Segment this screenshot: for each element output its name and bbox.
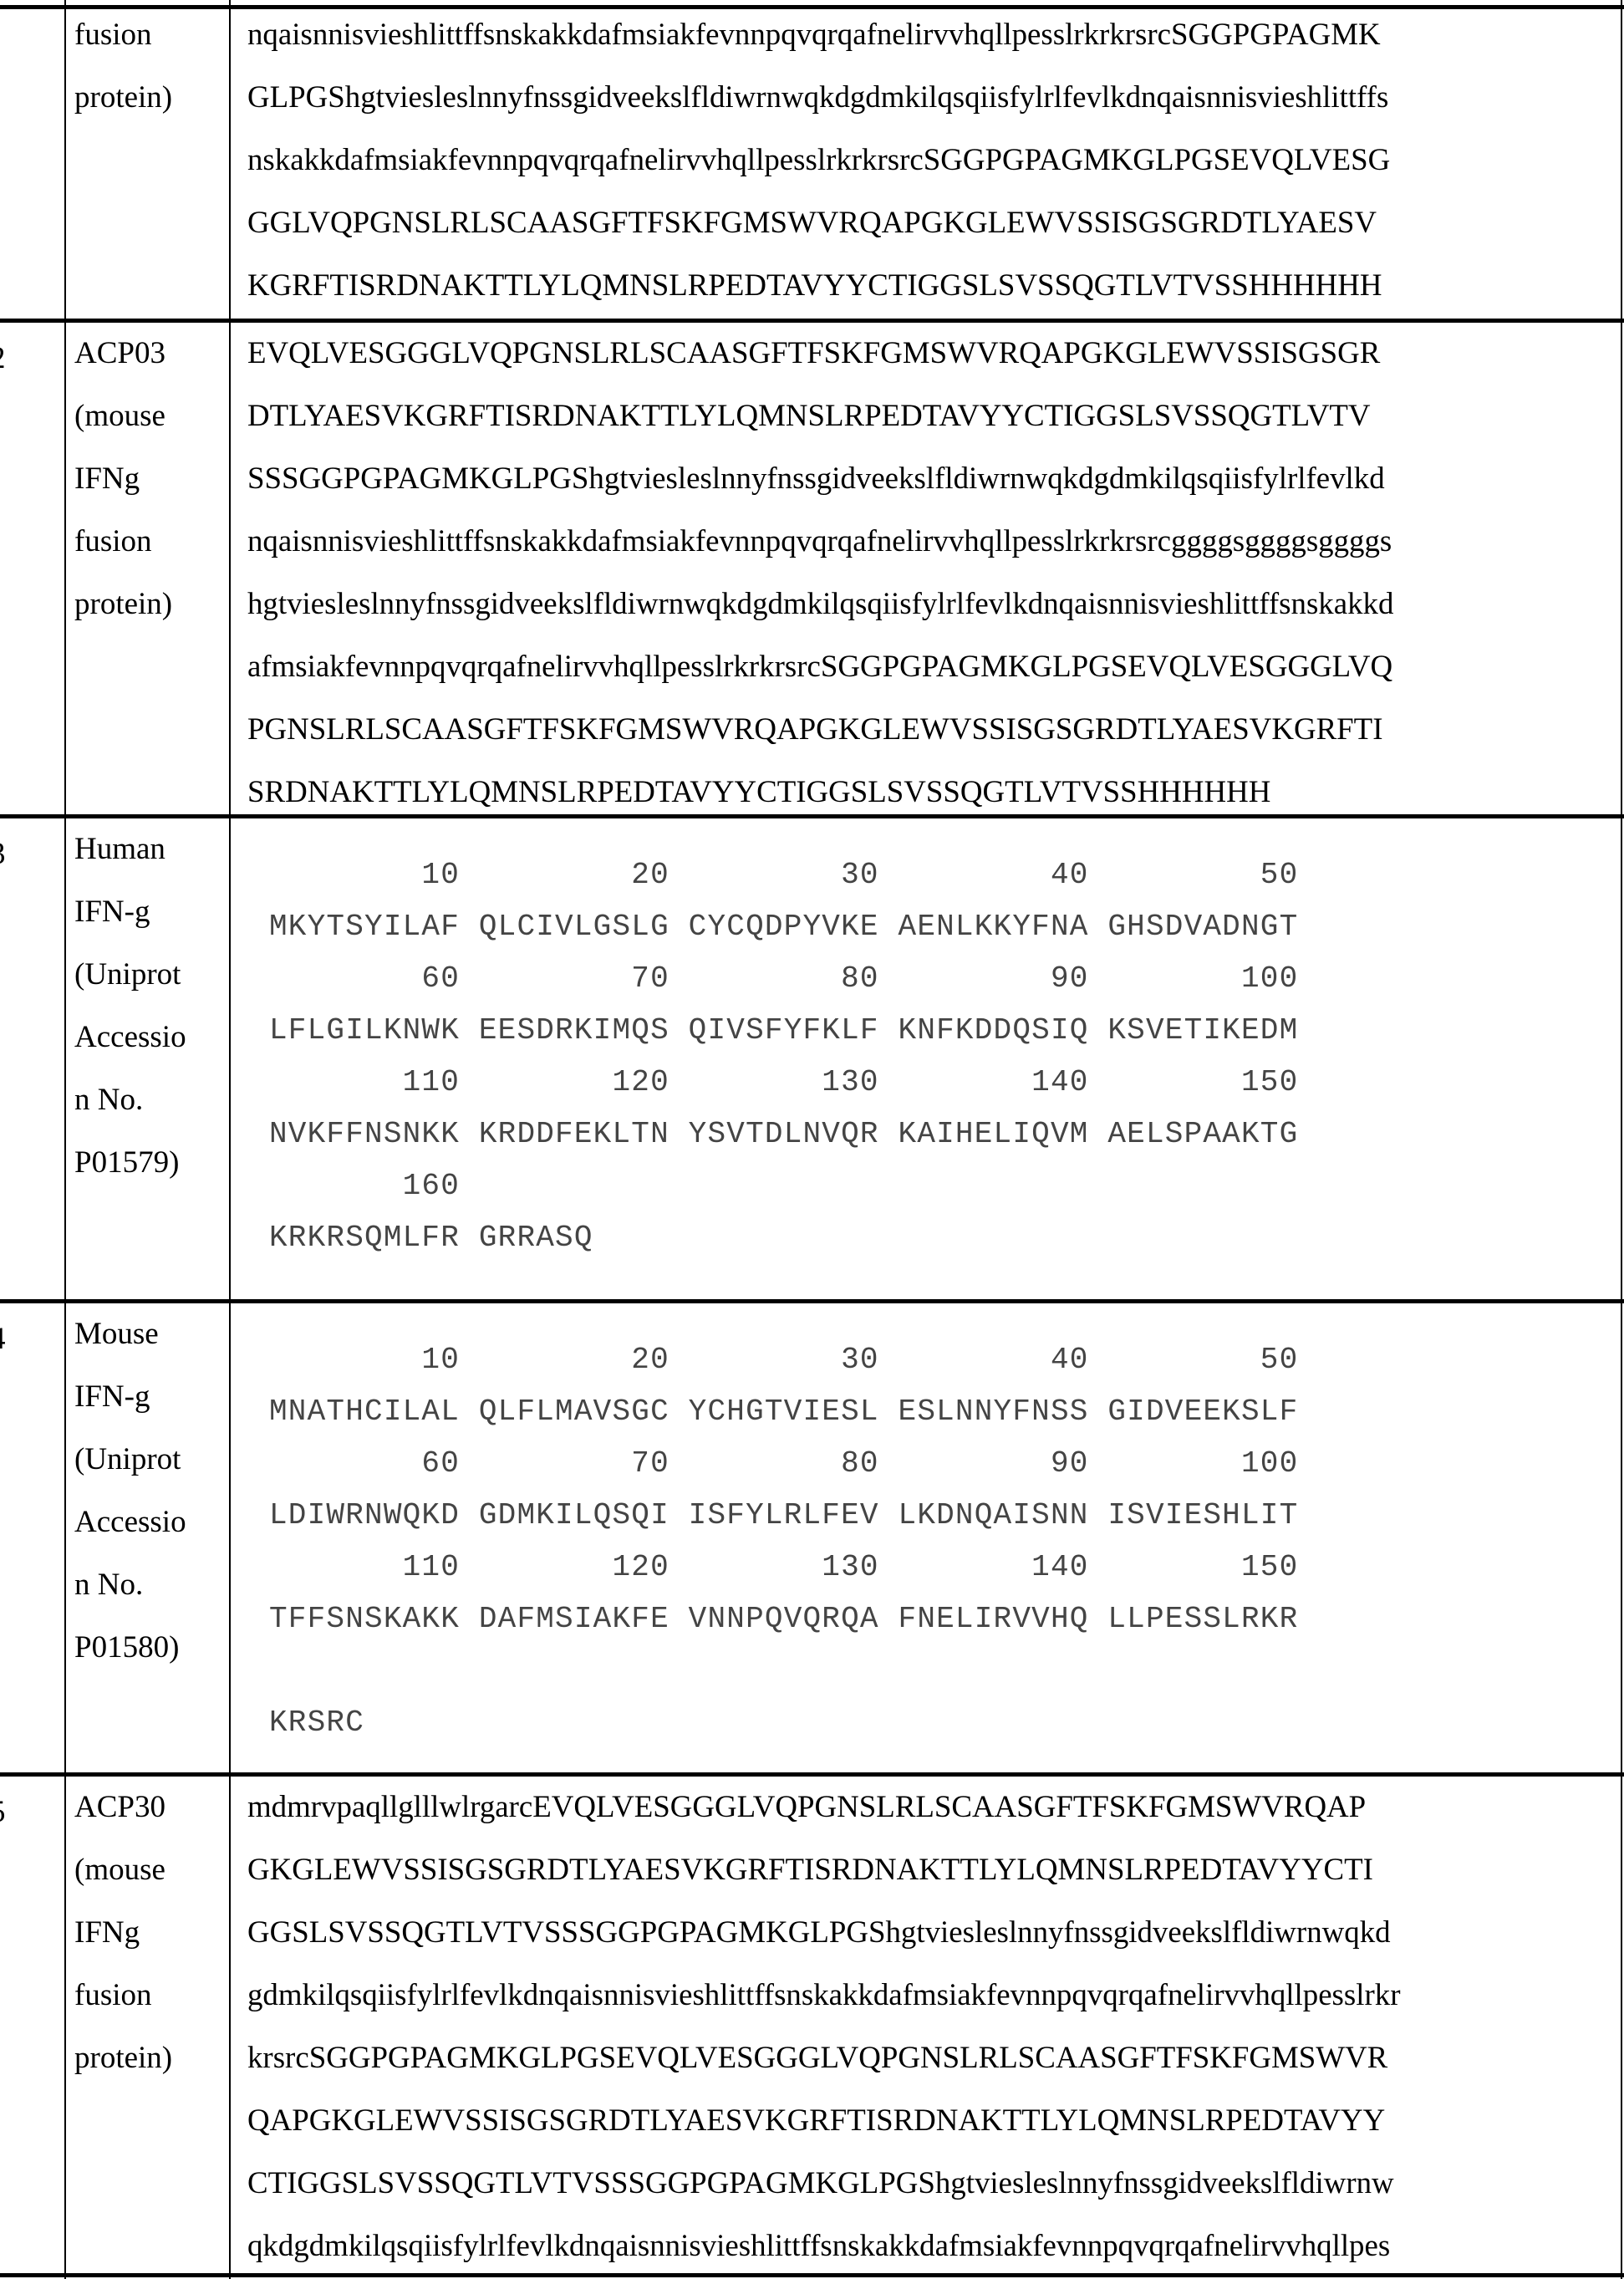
sequence-line: KGRFTISRDNAKTTLYLQMNSLRPEDTAVYYCTIGGSLSVSSQGTLVTVSSHHHHHH: [247, 254, 1610, 317]
residue-line: NVKFFNSNKK KRDDFEKLTN YSVTDLNVQR KAIHELIQVM AELSPAAKTG: [269, 1109, 1298, 1160]
sequence-line: SRDNAKTTLYLQMNSLRPEDTAVYYCTIGGSLSVSSQGTLVTVSSHHHHHH: [247, 761, 1610, 823]
sequence-name-line: P01579): [74, 1131, 186, 1194]
sequence-name-line: fusion: [74, 510, 172, 573]
sequence-name-line: P01580): [74, 1616, 186, 1679]
row-number: [0, 327, 6, 390]
sequence-line: CTIGGSLSVSSQGTLVTVSSSGGPGPAGMKGLPGShgtviesleslnnyfnssgidveekslfldiwrnw: [247, 2152, 1610, 2215]
sequence-name-line: fusion: [74, 1964, 172, 2027]
residue-line: MKYTSYILAF QLCIVLGSLG CYCQDPYVKE AENLKKYFNA GHSDVADNGT: [269, 901, 1298, 953]
residue-line: MNATHCILAL QLFLMAVSGC YCHGTVIESL ESLNNYFNSS GIDVEEKSLF: [269, 1386, 1298, 1438]
residue-line: LDIWRNWQKD GDMKILQSQI ISFYLRLFEV LKDNQAISNN ISVIESHLIT: [269, 1490, 1298, 1542]
sequence-name-line: Accessio: [74, 1491, 186, 1553]
table-row: [0, 1299, 1624, 1772]
residue-line: LFLGILKNWK EESDRKIMQS QIVSFYFKLF KNFKDDQSIQ KSVETIKEDM: [269, 1005, 1298, 1057]
sequence-text: [247, 3, 1615, 317]
sequence-line: EVQLVESGGGLVQPGNSLRLSCAASGFTFSKFGMSWVRQAPGKGLEWVSSISGSGR: [247, 322, 1610, 385]
sequence-name-line: n No.: [74, 1553, 186, 1616]
row-number: [0, 823, 6, 885]
sequence-name-line: ACP30: [74, 1776, 172, 1838]
sequence-line: qkdgdmkilqsqiisfylrlfevlkdnqaisnnisvieshlittffsnskakkdafmsiakfevnnpqvqrqafnelirvvhqllpes: [247, 2215, 1610, 2277]
sequence-name: [74, 1303, 186, 1679]
sequence-text: [247, 322, 1615, 823]
position-ruler-line: 60 70 80 90 100: [269, 953, 1298, 1005]
sequence-name-line: protein): [74, 573, 172, 635]
position-ruler-line: 10 20 30 40 50: [269, 849, 1298, 901]
sequence-line: nqaisnnisvieshlittffsnskakkdafmsiakfevnnpqvqrqafnelirvvhqllpesslrkrkrsrcSGGPGPAGMK: [247, 3, 1610, 66]
sequence-name-line: IFNg: [74, 447, 172, 510]
position-ruler-line: 160: [269, 1160, 1298, 1212]
uniprot-sequence-block: [269, 1334, 1298, 1749]
sequence-name: [74, 322, 172, 635]
sequence-name-line: (Uniprot: [74, 943, 186, 1006]
sequence-name-line: (mouse: [74, 385, 172, 447]
sequence-line: GGLVQPGNSLRLSCAASGFTFSKFGMSWVRQAPGKGLEWVSSISGSGRDTLYAESV: [247, 191, 1610, 254]
sequence-line: afmsiakfevnnpqvqrqafnelirvvhqllpesslrkrkrsrcSGGPGPAGMKGLPGSEVQLVESGGGLVQ: [247, 635, 1610, 698]
table-row: [0, 814, 1624, 1299]
sequence-name-line: fusion: [74, 3, 172, 66]
sequence-name-line: IFN-g: [74, 1365, 186, 1428]
sequence-name: [74, 818, 186, 1194]
residue-line: KRKRSQMLFR GRRASQ: [269, 1212, 1298, 1264]
residue-line: KRSRC: [269, 1697, 1298, 1749]
sequence-line: GKGLEWVSSISGSGRDTLYAESVKGRFTISRDNAKTTLYLQMNSLRPEDTAVYYCTI: [247, 1838, 1610, 1901]
sequence-name-line: Accessio: [74, 1006, 186, 1068]
sequence-line: DTLYAESVKGRFTISRDNAKTTLYLQMNSLRPEDTAVYYCTIGGSLSVSSQGTLVTV: [247, 385, 1610, 447]
sequence-name-line: (mouse: [74, 1838, 172, 1901]
sequence-line: nskakkdafmsiakfevnnpqvqrqafnelirvvhqllpesslrkrkrsrcSGGPGPAGMKGLPGSEVQLVESG: [247, 129, 1610, 191]
uniprot-sequence-block: [269, 849, 1298, 1264]
position-ruler-line: 110 120 130 140 150: [269, 1057, 1298, 1109]
position-ruler-line: 60 70 80 90 100: [269, 1438, 1298, 1490]
position-ruler-line: 10 20 30 40 50: [269, 1334, 1298, 1386]
sequence-line: PGNSLRLSCAASGFTFSKFGMSWVRQAPGKGLEWVSSISGSGRDTLYAESVKGRFTI: [247, 698, 1610, 761]
sequence-name-line: ACP03: [74, 322, 172, 385]
sequence-name-line: (Uniprot: [74, 1428, 186, 1491]
sequence-line: hgtviesleslnnyfnssgidveekslfldiwrnwqkdgdmkilqsqiisfylrlfevlkdnqaisnnisvieshlittffsnskakkd: [247, 573, 1610, 635]
sequence-line: SSSGGPGPAGMKGLPGShgtviesleslnnyfnssgidveekslfldiwrnwqkdgdmkilqsqiisfylrlfevlkd: [247, 447, 1610, 510]
sequence-line: krsrcSGGPGPAGMKGLPGSEVQLVESGGGLVQPGNSLRLSCAASGFTFSKFGMSWVR: [247, 2027, 1610, 2089]
sequence-line: GLPGShgtviesleslnnyfnssgidveekslfldiwrnwqkdgdmkilqsqiisfylrlfevlkdnqaisnnisvieshlittffs: [247, 66, 1610, 129]
sequence-line: nqaisnnisvieshlittffsnskakkdafmsiakfevnnpqvqrqafnelirvvhqllpesslrkrkrsrcggggsggggsggggs: [247, 510, 1610, 573]
sequence-line: gdmkilqsqiisfylrlfevlkdnqaisnnisvieshlittffsnskakkdafmsiakfevnnpqvqrqafnelirvvhqllpesslrkr: [247, 1964, 1610, 2027]
table-row: [0, 1772, 1624, 2274]
table-row: [0, 0, 1624, 319]
sequence-name-line: n No.: [74, 1068, 186, 1131]
sequence-name: [74, 3, 172, 129]
sequence-line: mdmrvpaqllglllwlrgarcEVQLVESGGGLVQPGNSLRLSCAASGFTFSKFGMSWVRQAP: [247, 1776, 1610, 1838]
position-ruler-line: 110 120 130 140 150: [269, 1542, 1298, 1593]
row-number: [0, 1308, 6, 1370]
sequence-name-line: Human: [74, 818, 186, 880]
sequence-line: QAPGKGLEWVSSISGSGRDTLYAESVKGRFTISRDNAKTTLYLQMNSLRPEDTAVYY: [247, 2089, 1610, 2152]
sequence-name-line: protein): [74, 2027, 172, 2089]
sequence-name-line: IFN-g: [74, 880, 186, 943]
sequence-line: GGSLSVSSQGTLVTVSSSGGPGPAGMKGLPGShgtviesleslnnyfnssgidveekslfldiwrnwqkd: [247, 1901, 1610, 1964]
residue-line: TFFSNSKAKK DAFMSIAKFE VNNPQVQRQA FNELIRVVHQ LLPESSLRKR: [269, 1593, 1298, 1645]
sequence-name-line: IFNg: [74, 1901, 172, 1964]
sequence-name-line: Mouse: [74, 1303, 186, 1365]
table-row: [0, 319, 1624, 814]
sequence-name: [74, 1776, 172, 2089]
position-ruler-line: [269, 1645, 1298, 1697]
sequence-text: [247, 1776, 1615, 2277]
row-number: [0, 1781, 6, 1843]
sequence-name-line: protein): [74, 66, 172, 129]
